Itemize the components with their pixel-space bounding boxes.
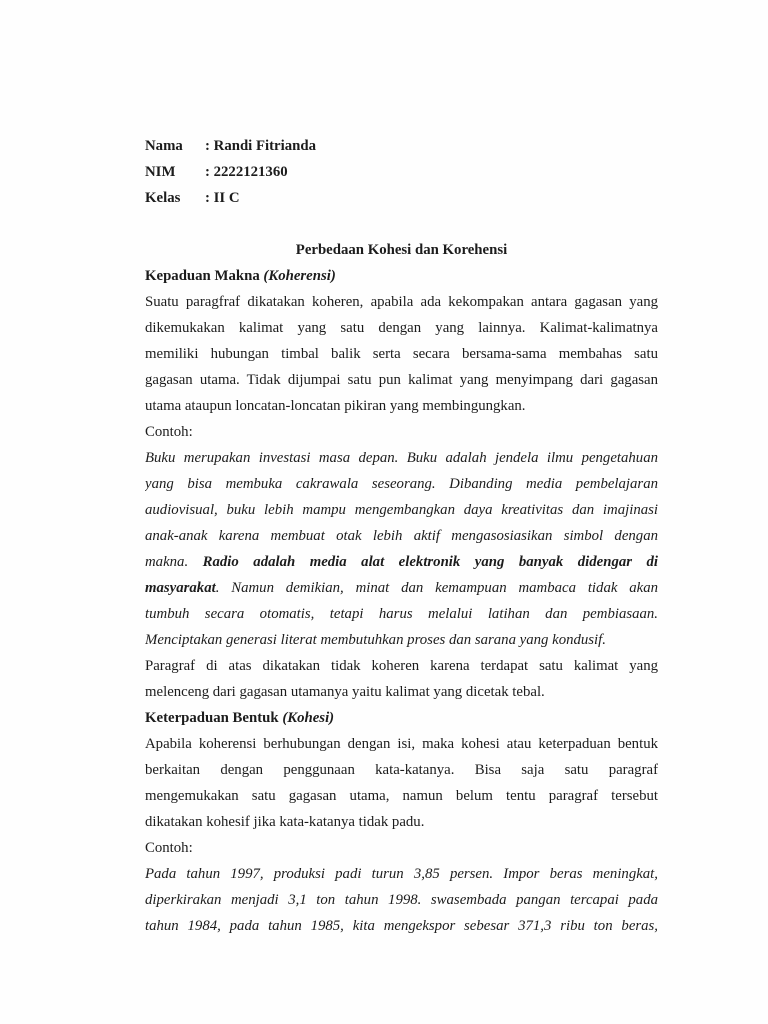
info-value: : II C	[205, 190, 240, 206]
text-segment: Buku merupakan investasi masa depan. Buku adalah jendela ilmu pengetahuan	[145, 450, 658, 466]
text-segment: Menciptakan generasi literat membutuhkan proses dan sarana yang kondusif.	[145, 632, 606, 648]
text-segment: (Kohesi)	[282, 710, 335, 726]
text-segment: berkaitan dengan penggunaan kata-katanya. Bisa saja satu paragraf	[145, 762, 658, 778]
info-label: Nama	[145, 138, 183, 154]
text-line	[145, 861, 658, 887]
text-line	[145, 315, 658, 341]
text-line	[145, 809, 658, 835]
student-info-row	[145, 133, 658, 159]
text-segment: memiliki hubungan timbal balik serta secara bersama-sama membahas satu	[145, 346, 658, 362]
text-line	[145, 523, 658, 549]
text-line	[145, 341, 658, 367]
text-line	[145, 471, 658, 497]
student-info-row	[145, 159, 658, 185]
blank-line	[145, 211, 658, 237]
text-line	[145, 653, 658, 679]
text-segment: melenceng dari gagasan utamanya yaitu kalimat yang dicetak tebal.	[145, 684, 545, 700]
text-line	[145, 601, 658, 627]
text-segment: Paragraf di atas dikatakan tidak koheren karena terdapat satu kalimat yang	[145, 658, 658, 674]
text-line	[145, 419, 658, 445]
text-line	[145, 367, 658, 393]
text-segment: . Namun demikian, minat dan kemampuan mambaca tidak akan	[215, 580, 658, 596]
document-title: Perbedaan Kohesi dan Korehensi	[295, 242, 508, 258]
text-line	[145, 913, 658, 939]
text-segment: Kepaduan Makna	[145, 268, 264, 284]
text-segment: Contoh:	[145, 424, 193, 440]
text-line	[145, 263, 658, 289]
text-segment: Keterpaduan Bentuk	[145, 710, 283, 726]
text-line	[145, 705, 658, 731]
text-segment: utama ataupun loncatan-loncatan pikiran yang membingungkan.	[145, 398, 526, 414]
text-line	[145, 445, 658, 471]
text-segment: (Koherensi)	[263, 268, 336, 284]
text-segment: tumbuh secara otomatis, tetapi harus melalui latihan dan pembiasaan.	[145, 606, 658, 622]
text-line	[145, 757, 658, 783]
text-line	[145, 393, 658, 419]
text-segment: Apabila koherensi berhubungan dengan isi, maka kohesi atau keterpaduan bentuk	[145, 736, 658, 752]
text-segment: dikemukakan kalimat yang satu dengan yang lainnya. Kalimat-kalimatnya	[145, 320, 658, 336]
text-segment: gagasan utama. Tidak dijumpai satu pun kalimat yang menyimpang dari gagasan	[145, 372, 658, 388]
text-segment: audiovisual, buku lebih mampu mengembangkan daya kreativitas dan imajinasi	[145, 502, 658, 518]
text-line	[145, 731, 658, 757]
text-segment: yang bisa membuka cakrawala seseorang. Dibanding media pembelajaran	[145, 476, 658, 492]
text-line	[145, 575, 658, 601]
text-segment: Pada tahun 1997, produksi padi turun 3,85 persen. Impor beras meningkat,	[145, 866, 658, 882]
text-segment: Radio adalah media alat elektronik yang banyak didengar di	[202, 554, 658, 570]
text-segment: anak-anak karena membuat otak lebih aktif mengasosiasikan simbol dengan	[145, 528, 658, 544]
info-label: Kelas	[145, 190, 181, 206]
text-line	[145, 679, 658, 705]
text-segment: Suatu paragfraf dikatakan koheren, apabila ada kekompakan antara gagasan yang	[145, 294, 658, 310]
text-segment: diperkirakan menjadi 3,1 ton tahun 1998. swasembada pangan tercapai pada	[145, 892, 658, 908]
info-label: NIM	[145, 164, 176, 180]
text-segment: dikatakan kohesif jika kata-katanya tidak padu.	[145, 814, 425, 830]
document-content	[145, 133, 658, 939]
student-info-row	[145, 185, 658, 211]
text-line	[145, 835, 658, 861]
body-text-block	[145, 263, 658, 939]
text-line	[145, 783, 658, 809]
text-line	[145, 289, 658, 315]
text-line	[145, 887, 658, 913]
text-segment: mengemukakan satu gagasan utama, namun belum tentu paragraf tersebut	[145, 788, 658, 804]
text-line	[145, 549, 658, 575]
text-line	[145, 627, 658, 653]
text-segment: Contoh:	[145, 840, 193, 856]
text-line	[145, 497, 658, 523]
info-value: : Randi Fitrianda	[205, 138, 316, 154]
info-value: : 2222121360	[205, 164, 288, 180]
student-info-block	[145, 133, 658, 211]
text-segment: tahun 1984, pada tahun 1985, kita mengekspor sebesar 371,3 ribu ton beras,	[145, 918, 658, 934]
text-segment: makna.	[145, 554, 203, 570]
text-segment: masyarakat	[145, 580, 216, 596]
